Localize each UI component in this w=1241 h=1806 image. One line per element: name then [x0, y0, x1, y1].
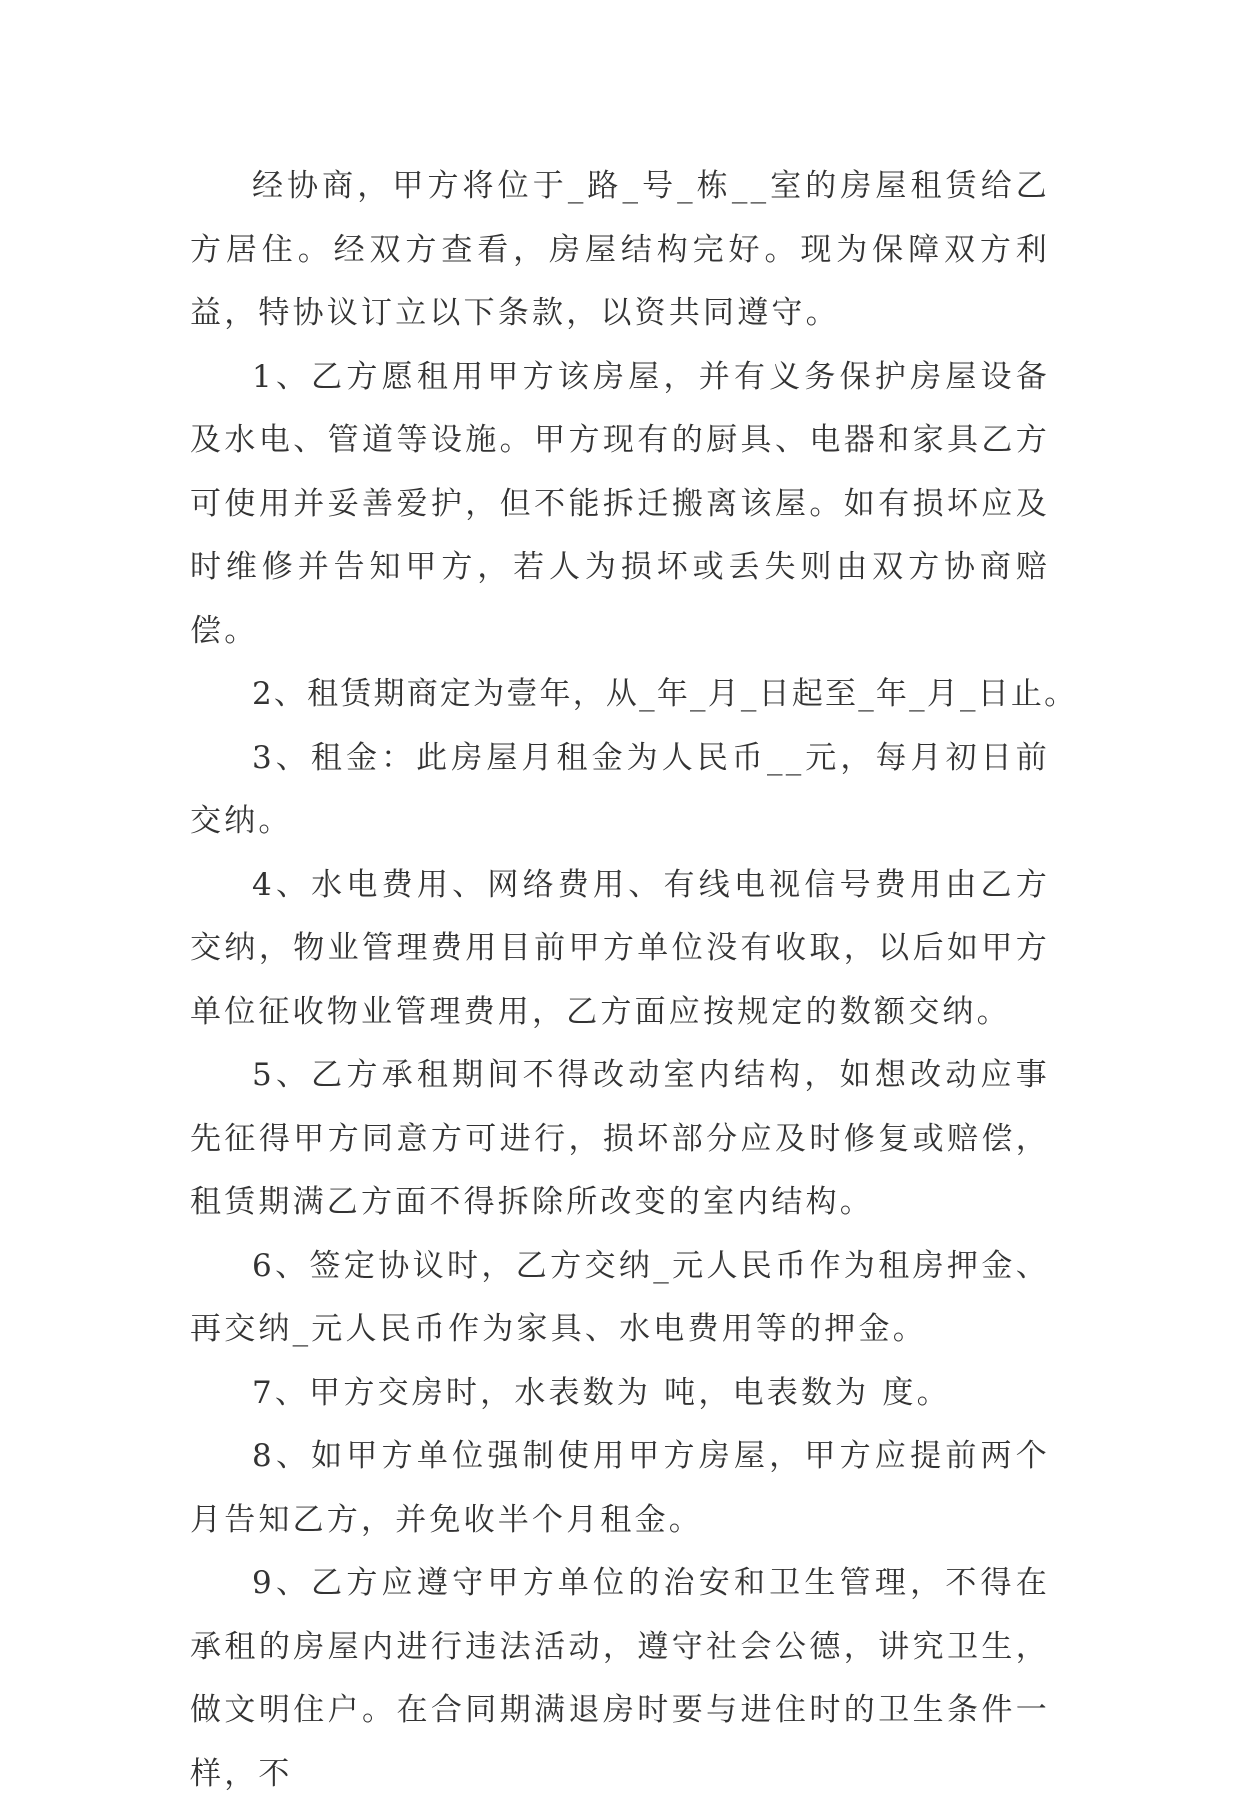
clause-3-paragraph: 3、租金：此房屋月租金为人民币__元，每月初日前交纳。: [190, 739, 1050, 839]
intro-paragraph: 经协商，甲方将位于_路_号_栋__室的房屋租赁给乙方居住。经双方查看，房屋结构完好。现为保障双方利益，特协议订立以下条款，以资共同遵守。: [190, 168, 1050, 331]
clause-8-paragraph: 8、如甲方单位强制使用甲方房屋，甲方应提前两个月告知乙方，并免收半个月租金。: [190, 1438, 1050, 1538]
clause-1-paragraph: 1、乙方愿租用甲方该房屋，并有义务保护房屋设备及水电、管道等设施。甲方现有的厨具、电器和家具乙方可使用并妥善爱护，但不能拆迁搬离该屋。如有损坏应及时维修并告知甲方，若人为损坏或丢失则由双方协商赔偿。: [190, 358, 1050, 649]
clause-9-paragraph: 9、乙方应遵守甲方单位的治安和卫生管理，不得在承租的房屋内进行违法活动，遵守社会公德，讲究卫生，做文明住户。在合同期满退房时要与进住时的卫生条件一样，不: [190, 1565, 1050, 1792]
clause-6-paragraph: 6、签定协议时，乙方交纳_元人民币作为租房押金、再交纳_元人民币作为家具、水电费用等的押金。: [190, 1247, 1050, 1347]
clause-2-paragraph: 2、租赁期商定为壹年，从_年_月_日起至_年_月_日止。: [252, 676, 1078, 712]
clause-5-paragraph: 5、乙方承租期间不得改动室内结构，如想改动应事先征得甲方同意方可进行，损坏部分应及时修复或赔偿，租赁期满乙方面不得拆除所改变的室内结构。: [190, 1057, 1050, 1220]
clause-7-paragraph: 7、甲方交房时，水表数为 吨，电表数为 度。: [252, 1374, 951, 1411]
document-body: [190, 155, 1078, 1806]
clause-4-paragraph: 4、水电费用、网络费用、有线电视信号费用由乙方交纳，物业管理费用目前甲方单位没有收取，以后如甲方单位征收物业管理费用，乙方面应按规定的数额交纳。: [190, 866, 1050, 1030]
